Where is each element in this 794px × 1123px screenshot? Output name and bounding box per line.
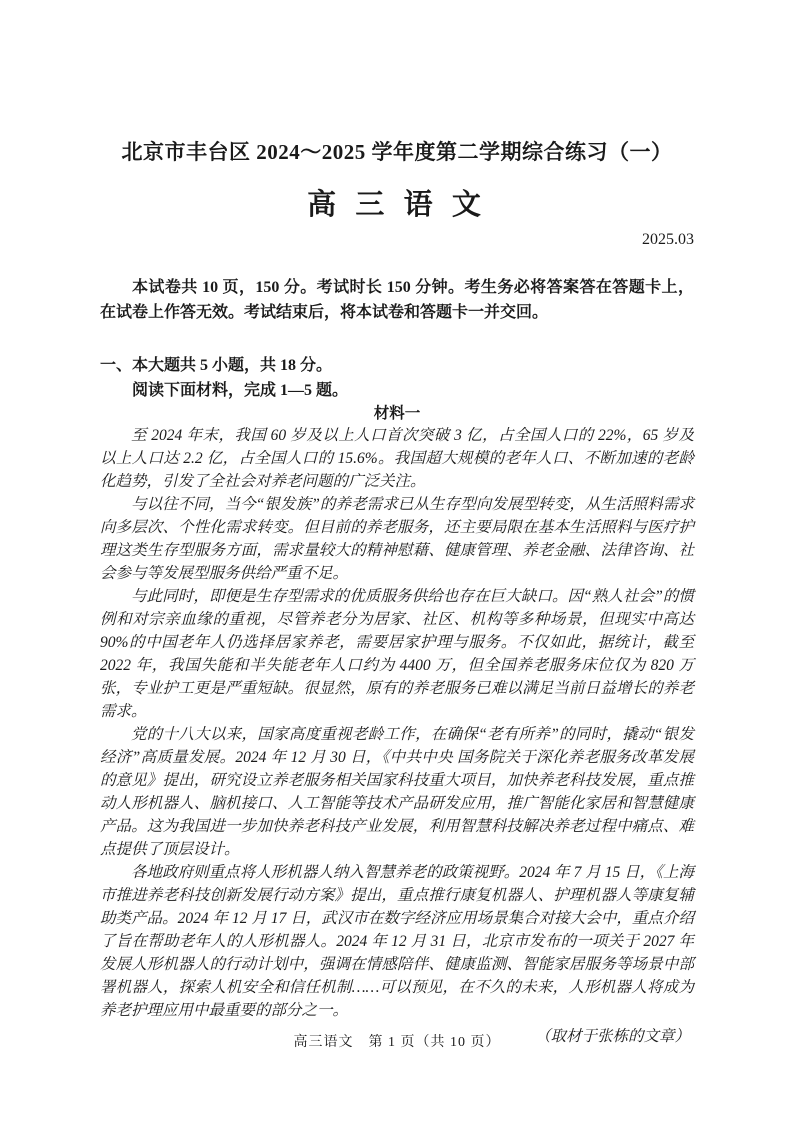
- reading-prompt: 阅读下面材料，完成 1—5 题。: [132, 382, 349, 399]
- material-paragraph-1: 至 2024 年末，我国 60 岁及以上人口首次突破 3 亿，占全国人口的 22%，65 岁及以上人口达 2.2 亿，占全国人口的 15.6%。我国超大规模的老年人口、不断加速的老龄化趋势，引发了全社会对养老问题的广泛关注。: [100, 427, 694, 490]
- exam-date: 2025.03: [642, 231, 694, 248]
- page-footer: 高三语文 第 1 页（共 10 页）: [293, 1035, 501, 1050]
- subject-title: 高 三 语 文: [307, 189, 487, 221]
- material-paragraph-5: 各地政府则重点将人形机器人纳入智慧养老的政策视野。2024 年 7 月 15 日，《上海市推进养老科技创新发展行动方案》提出，重点推行康复机器人、护理机器人等康复辅助类产品。2024 年 12 月 17 日，武汉市在数字经济应用场景集合对接大会中，重点介绍了旨在帮助老年人的人形机器人。2024 年 12 月 31 日，北京市发布的一项关于 2027 年发展人形机器人的行动计划中，强调在情感陪伴、健康监测、智能家居服务等场景中部署机器人，探索人机安全和信任机制……可以预见，在不久的未来，人形机器人将成为养老护理应用中最重要的部分之一。: [100, 864, 694, 1019]
- exam-instructions: 本试卷共 10 页，150 分。考试时长 150 分钟。考生务必将答案答在答题卡上，在试卷上作答无效。考试结束后，将本试卷和答题卡一并交回。: [100, 279, 694, 321]
- material-paragraph-3: 与此同时，即便是生存型需求的优质服务供给也存在巨大缺口。因“熟人社会”的惯例和对宗亲血缘的重视，尽管养老分为居家、社区、机构等多种场景，但现实中高达 90%的中国老年人仍选择居家养老，需要居家护理与服务。不仅如此，据统计，截至 2022 年，我国失能和半失能老年人口约为 4400 万，但全国养老服务床位仅为 820 万张，专业护工更是严重短缺。很显然，原有的养老服务已难以满足当前日益增长的养老需求。: [100, 588, 694, 720]
- source-attribution: （取材于张栋的文章）: [534, 1028, 690, 1045]
- page-title: 北京市丰台区 2024～2025 学年度第二学期综合练习（一）: [121, 140, 673, 164]
- section-heading: 一、本大题共 5 小题，共 18 分。: [100, 357, 333, 374]
- material-paragraph-2: 与以往不同，当今“银发族”的养老需求已从生存型向发展型转变，从生活照料需求向多层次、个性化需求转变。但目前的养老服务，还主要局限在基本生活照料与医疗护理这类生存型服务方面，需求量较大的精神慰藉、健康管理、养老金融、法律咨询、社会参与等发展型服务供给严重不足。: [100, 496, 694, 582]
- material-title: 材料一: [373, 405, 421, 422]
- material-paragraph-4: 党的十八大以来，国家高度重视老龄工作，在确保“老有所养”的同时，撬动“银发经济”高质量发展。2024 年 12 月 30 日，《中共中央 国务院关于深化养老服务改革发展的意见》提出，研究设立养老服务相关国家科技重大项目，加快养老科技发展，重点推动人形机器人、脑机接口、人工智能等技术产品研发应用，推广智能化家居和智慧健康产品。这为我国进一步加快养老科技产业发展，利用智慧科技解决养老过程中痛点、难点提供了顶层设计。: [100, 726, 694, 858]
